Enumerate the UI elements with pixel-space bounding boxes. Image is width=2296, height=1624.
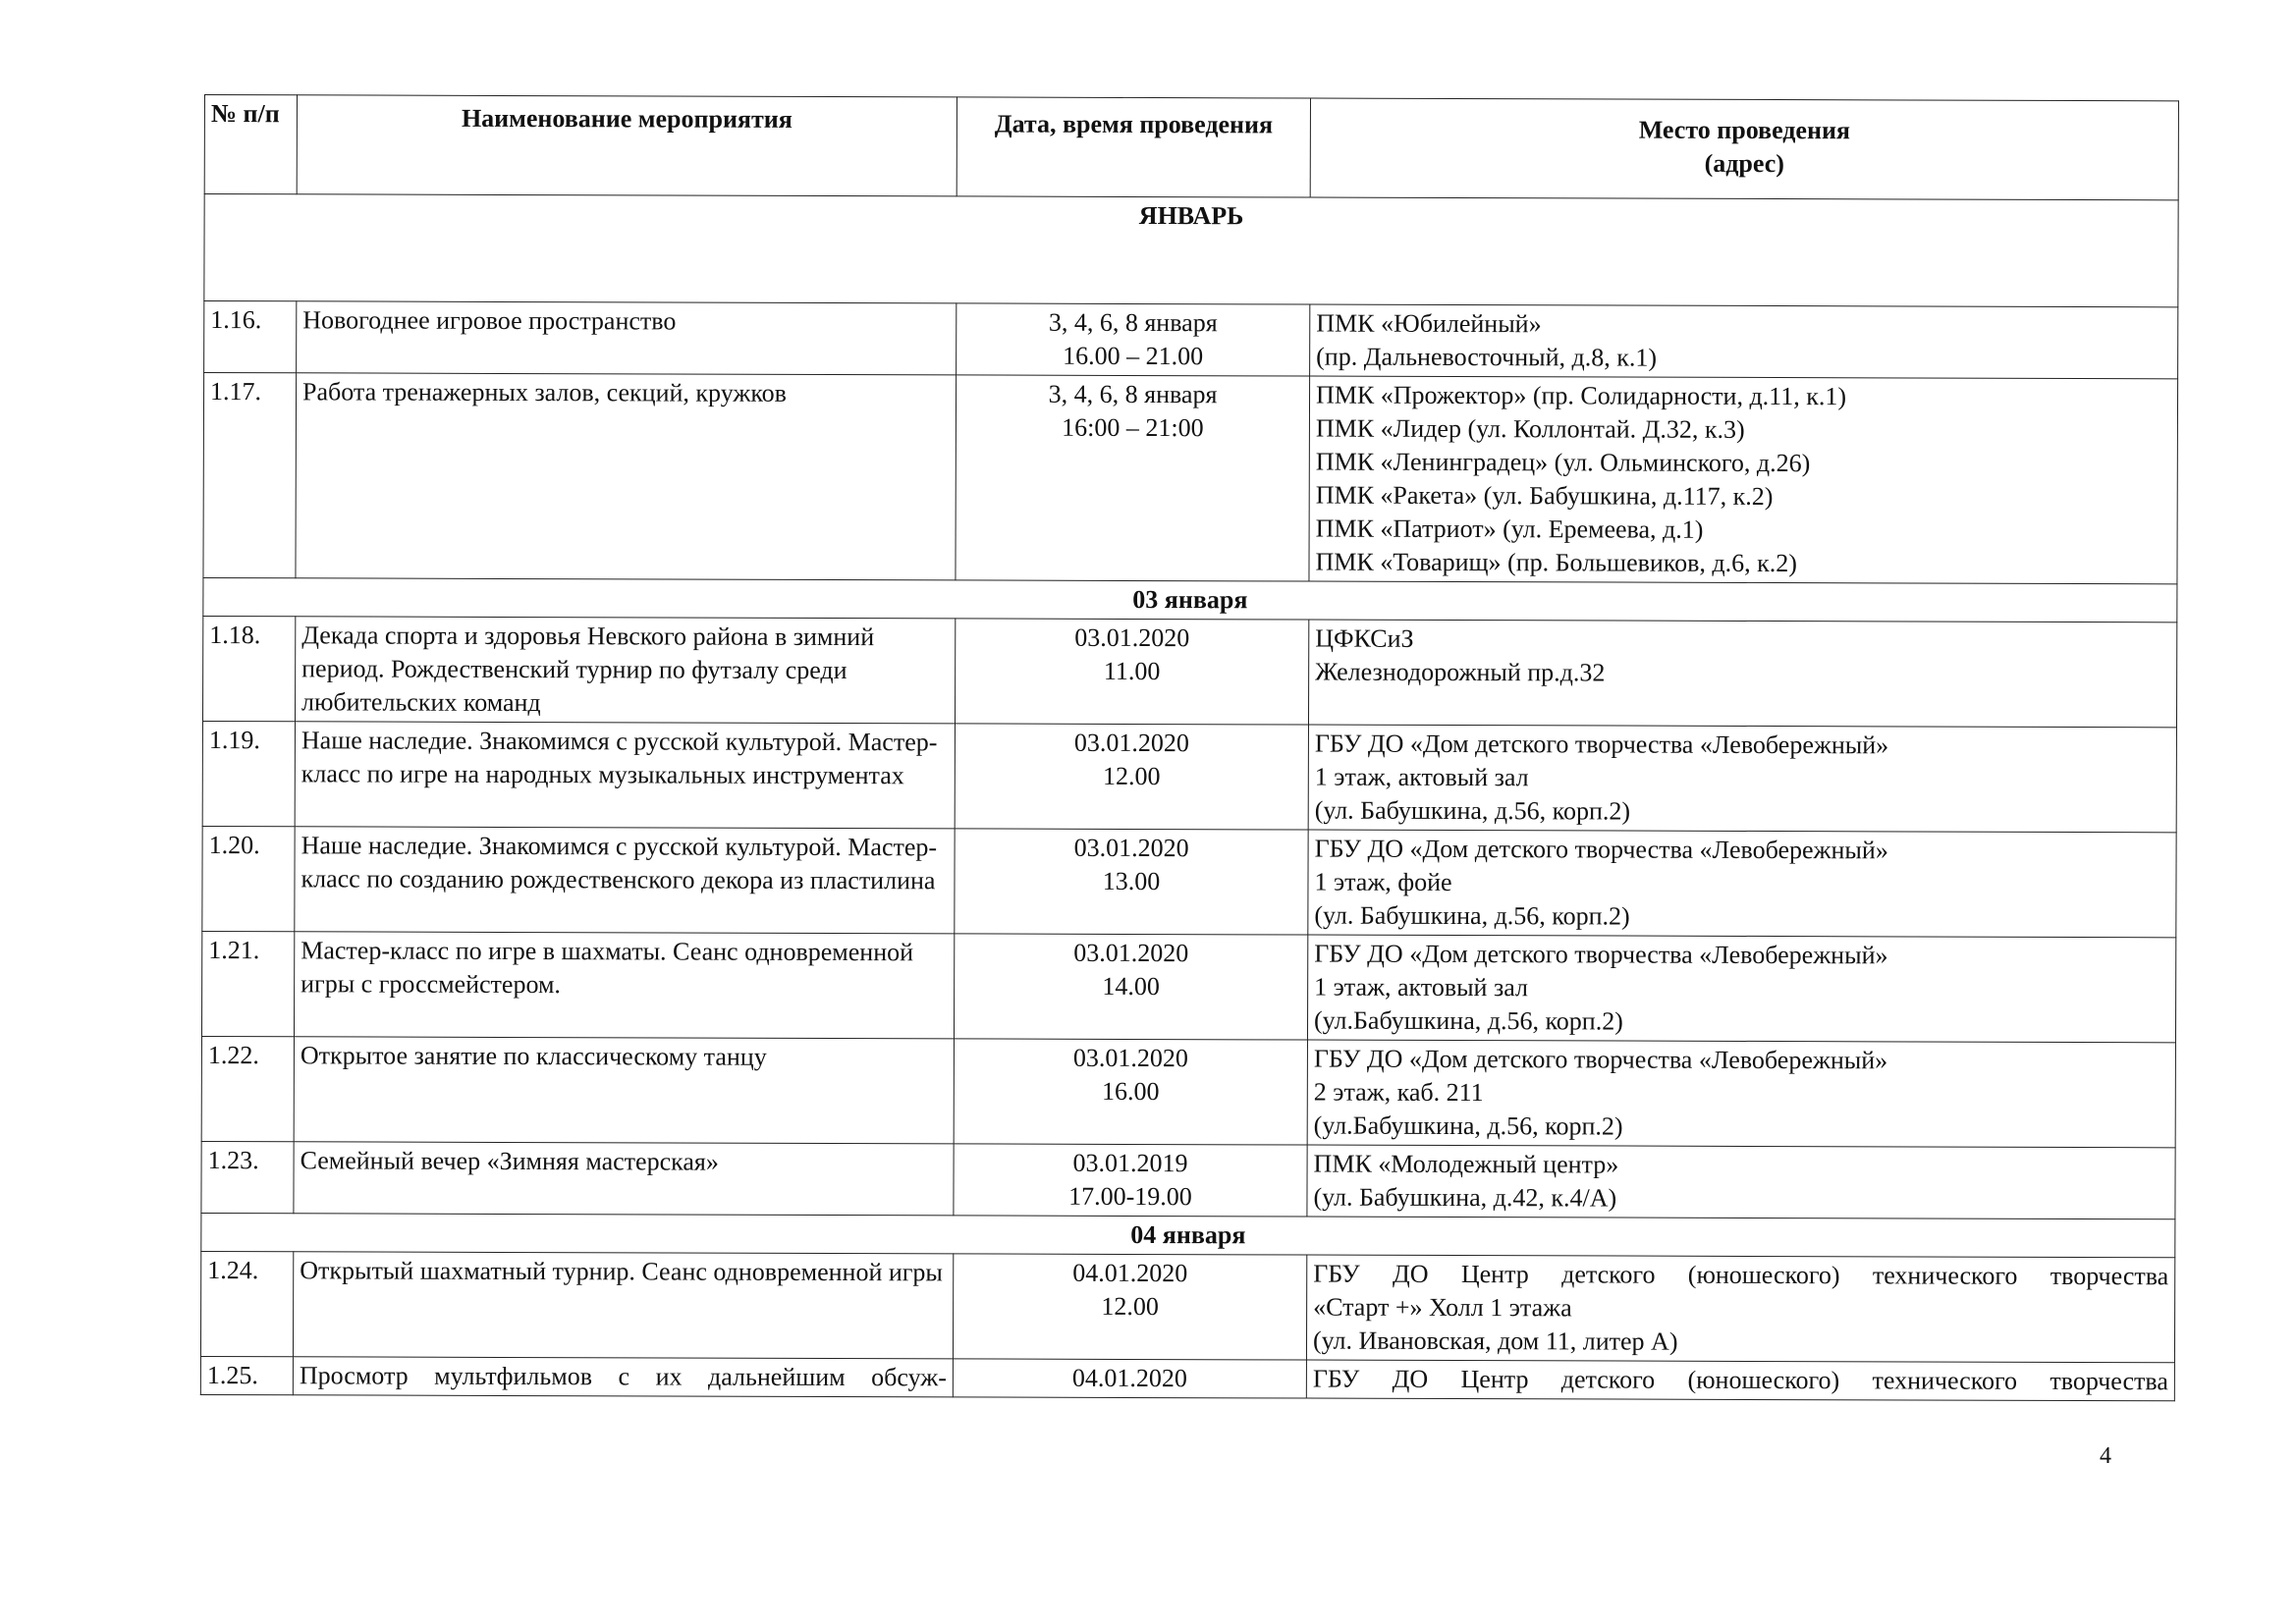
event-name: Семейный вечер «Зимняя мастерская» — [294, 1142, 954, 1216]
event-date-day: 03.01.2020 — [1074, 623, 1190, 653]
header-date-time: Дата, время проведения — [957, 97, 1310, 197]
event-date — [957, 303, 1310, 376]
table-row — [203, 373, 2178, 584]
row-number: 1.24. — [200, 1251, 293, 1356]
event-name: Декада спорта и здоровья Невского района в зимний период. Рождественский турнир по футзалу среди любительских команд — [295, 617, 955, 724]
table-row — [204, 301, 2178, 379]
event-date-time: 17.00-19.00 — [1068, 1181, 1192, 1212]
place-line: ГБУ ДО «Дом детского творчества «Левобережный» — [1314, 834, 1888, 865]
header-number: № п/п — [204, 95, 297, 194]
table-row — [200, 1356, 2174, 1400]
place-line: ГБУ ДО «Дом детского творчества «Левобережный» — [1313, 1044, 1888, 1075]
events-table — [200, 94, 2179, 1401]
day-title: 04 января — [201, 1213, 2175, 1257]
place-line: ПМК «Ленинградец» (ул. Ольминского, д.26) — [1315, 447, 1811, 478]
place-line: Железнодорожный пр.д.32 — [1315, 657, 1606, 687]
event-name: Новогоднее игровое пространство — [297, 301, 957, 375]
event-date-day: 03.01.2020 — [1073, 833, 1189, 863]
event-date-day: 03.01.2020 — [1073, 938, 1189, 968]
event-date-time: 16.00 – 21.00 — [1063, 341, 1204, 371]
event-date-day: 03.01.2019 — [1072, 1148, 1188, 1178]
row-number: 1.19. — [202, 721, 295, 826]
place-line: 2 этаж, каб. 211 — [1313, 1077, 1484, 1108]
event-place — [1310, 304, 2178, 379]
row-number: 1.21. — [201, 931, 294, 1036]
place-line: ПМК «Юбилейный» — [1316, 308, 1542, 339]
place-line: 1 этаж, актовый зал — [1314, 762, 1529, 792]
place-line: 1 этаж, актовый зал — [1314, 972, 1529, 1002]
event-name: Работа тренажерных залов, секций, кружков — [296, 373, 957, 580]
document-page — [200, 94, 2178, 1401]
event-date — [953, 1254, 1306, 1360]
table-row — [202, 616, 2176, 727]
event-name: Открытое занятие по классическому танцу — [294, 1037, 954, 1144]
event-date — [953, 1359, 1306, 1398]
event-place — [1307, 1040, 2175, 1148]
event-place — [1308, 725, 2176, 833]
event-name: Мастер-класс по игре в шахматы. Сеанс одновременной игры с гроссмейстером. — [294, 932, 954, 1039]
row-number: 1.25. — [200, 1356, 293, 1394]
event-date — [954, 934, 1307, 1040]
event-place — [1309, 376, 2178, 584]
place-line: ГБУ ДО Центр детского (юношеского) технического творчества — [1313, 1259, 2169, 1291]
event-date-day: 04.01.2020 — [1071, 1363, 1187, 1393]
place-line: (пр. Дальневосточный, д.8, к.1) — [1316, 342, 1658, 372]
table-row — [201, 1141, 2175, 1218]
place-line: ПМК «Прожектор» (пр. Солидарности, д.11, к.1) — [1315, 380, 1847, 411]
event-place — [1306, 1255, 2174, 1363]
place-line: ПМК «Лидер (ул. Коллонтай. Д.32, к.3) — [1315, 413, 1745, 444]
row-number: 1.22. — [201, 1036, 294, 1141]
event-name: Наше наследие. Знакомимся с русской культурой. Мастер-класс по созданию рождественского декора из пластилина — [295, 827, 955, 934]
event-place — [1306, 1360, 2174, 1401]
event-place — [1308, 620, 2176, 728]
event-date-time: 11.00 — [1103, 656, 1161, 686]
place-line: (ул.Бабушкина, д.56, корп.2) — [1313, 1005, 1623, 1036]
place-line: (ул. Бабушкина, д.56, корп.2) — [1314, 795, 1631, 826]
event-date — [954, 1039, 1307, 1145]
event-date-day: 03.01.2020 — [1072, 1043, 1188, 1073]
place-line: ПМК «Товарищ» (пр. Большевиков, д.6, к.2) — [1315, 547, 1797, 578]
row-number: 1.23. — [201, 1141, 294, 1213]
event-place — [1307, 935, 2175, 1043]
event-date — [954, 1144, 1307, 1217]
table-row — [200, 1251, 2174, 1362]
event-date — [955, 619, 1308, 725]
place-line: ГБУ ДО Центр детского (юношеского) технического творчества — [1312, 1364, 2168, 1396]
event-date-day: 04.01.2020 — [1072, 1258, 1188, 1288]
row-number: 1.20. — [202, 826, 295, 931]
header-event-name: Наименование мероприятия — [297, 95, 957, 196]
event-place — [1308, 830, 2176, 938]
row-number: 1.18. — [202, 616, 295, 721]
place-line: ГБУ ДО «Дом детского творчества «Левобережный» — [1314, 939, 1888, 970]
header-place-subtitle: (адрес) — [1704, 148, 1784, 179]
table-header-row — [204, 95, 2178, 200]
event-date-day: 03.01.2020 — [1073, 728, 1189, 758]
event-date-day: 3, 4, 6, 8 января — [1048, 379, 1218, 409]
place-line: 1 этаж, фойе — [1314, 867, 1452, 896]
row-number: 1.16. — [204, 301, 297, 373]
event-date-time: 12.00 — [1101, 1291, 1159, 1322]
day-row — [203, 577, 2177, 622]
event-date-time: 16.00 — [1102, 1076, 1160, 1107]
event-date — [955, 829, 1308, 935]
place-line: «Старт +» Холл 1 этажа — [1313, 1292, 1572, 1323]
event-date-time: 14.00 — [1102, 971, 1160, 1001]
place-line: (ул. Ивановская, дом 11, литер А) — [1312, 1326, 1678, 1356]
table-row — [201, 1036, 2175, 1147]
event-place — [1307, 1145, 2175, 1219]
place-line: (ул.Бабушкина, д.56, корп.2) — [1313, 1110, 1623, 1141]
table-row — [201, 931, 2175, 1042]
month-title: ЯНВАРЬ — [204, 194, 2178, 307]
event-name: Открытый шахматный турнир. Сеанс одновременной игры — [293, 1252, 953, 1359]
event-date-time: 16:00 – 21:00 — [1062, 412, 1204, 443]
event-name: Наше наследие. Знакомимся с русской культурой. Мастер-класс по игре на народных музыкальных инструментах — [295, 722, 955, 829]
month-row — [204, 194, 2178, 307]
table-row — [202, 826, 2176, 937]
page-number: 4 — [2100, 1443, 2111, 1469]
place-line: ПМК «Патриот» (ул. Еремеева, д.1) — [1315, 514, 1704, 544]
place-line: ЦФКСиЗ — [1315, 623, 1414, 653]
event-date — [956, 375, 1310, 581]
event-date-time: 12.00 — [1103, 761, 1161, 791]
day-title: 03 января — [203, 577, 2177, 622]
day-row — [201, 1213, 2175, 1257]
header-place-title: Место проведения — [1638, 115, 1851, 145]
place-line: ПМК «Молодежный центр» — [1313, 1149, 1619, 1179]
table-row — [202, 721, 2176, 832]
event-name: Просмотр мультфильмов с их дальнейшим обсуж- — [293, 1357, 953, 1397]
place-line: ГБУ ДО «Дом детского творчества «Левобережный» — [1314, 729, 1889, 760]
event-date-day: 3, 4, 6, 8 января — [1048, 307, 1218, 338]
row-number: 1.17. — [203, 373, 297, 578]
place-line: (ул. Бабушкина, д.56, корп.2) — [1314, 900, 1630, 931]
header-place — [1310, 98, 2178, 200]
event-date-time: 13.00 — [1102, 866, 1161, 896]
place-line: ПМК «Ракета» (ул. Бабушкина, д.117, к.2) — [1315, 480, 1774, 512]
place-line: (ул. Бабушкина, д.42, к.4/А) — [1313, 1182, 1617, 1213]
event-date — [955, 724, 1308, 830]
